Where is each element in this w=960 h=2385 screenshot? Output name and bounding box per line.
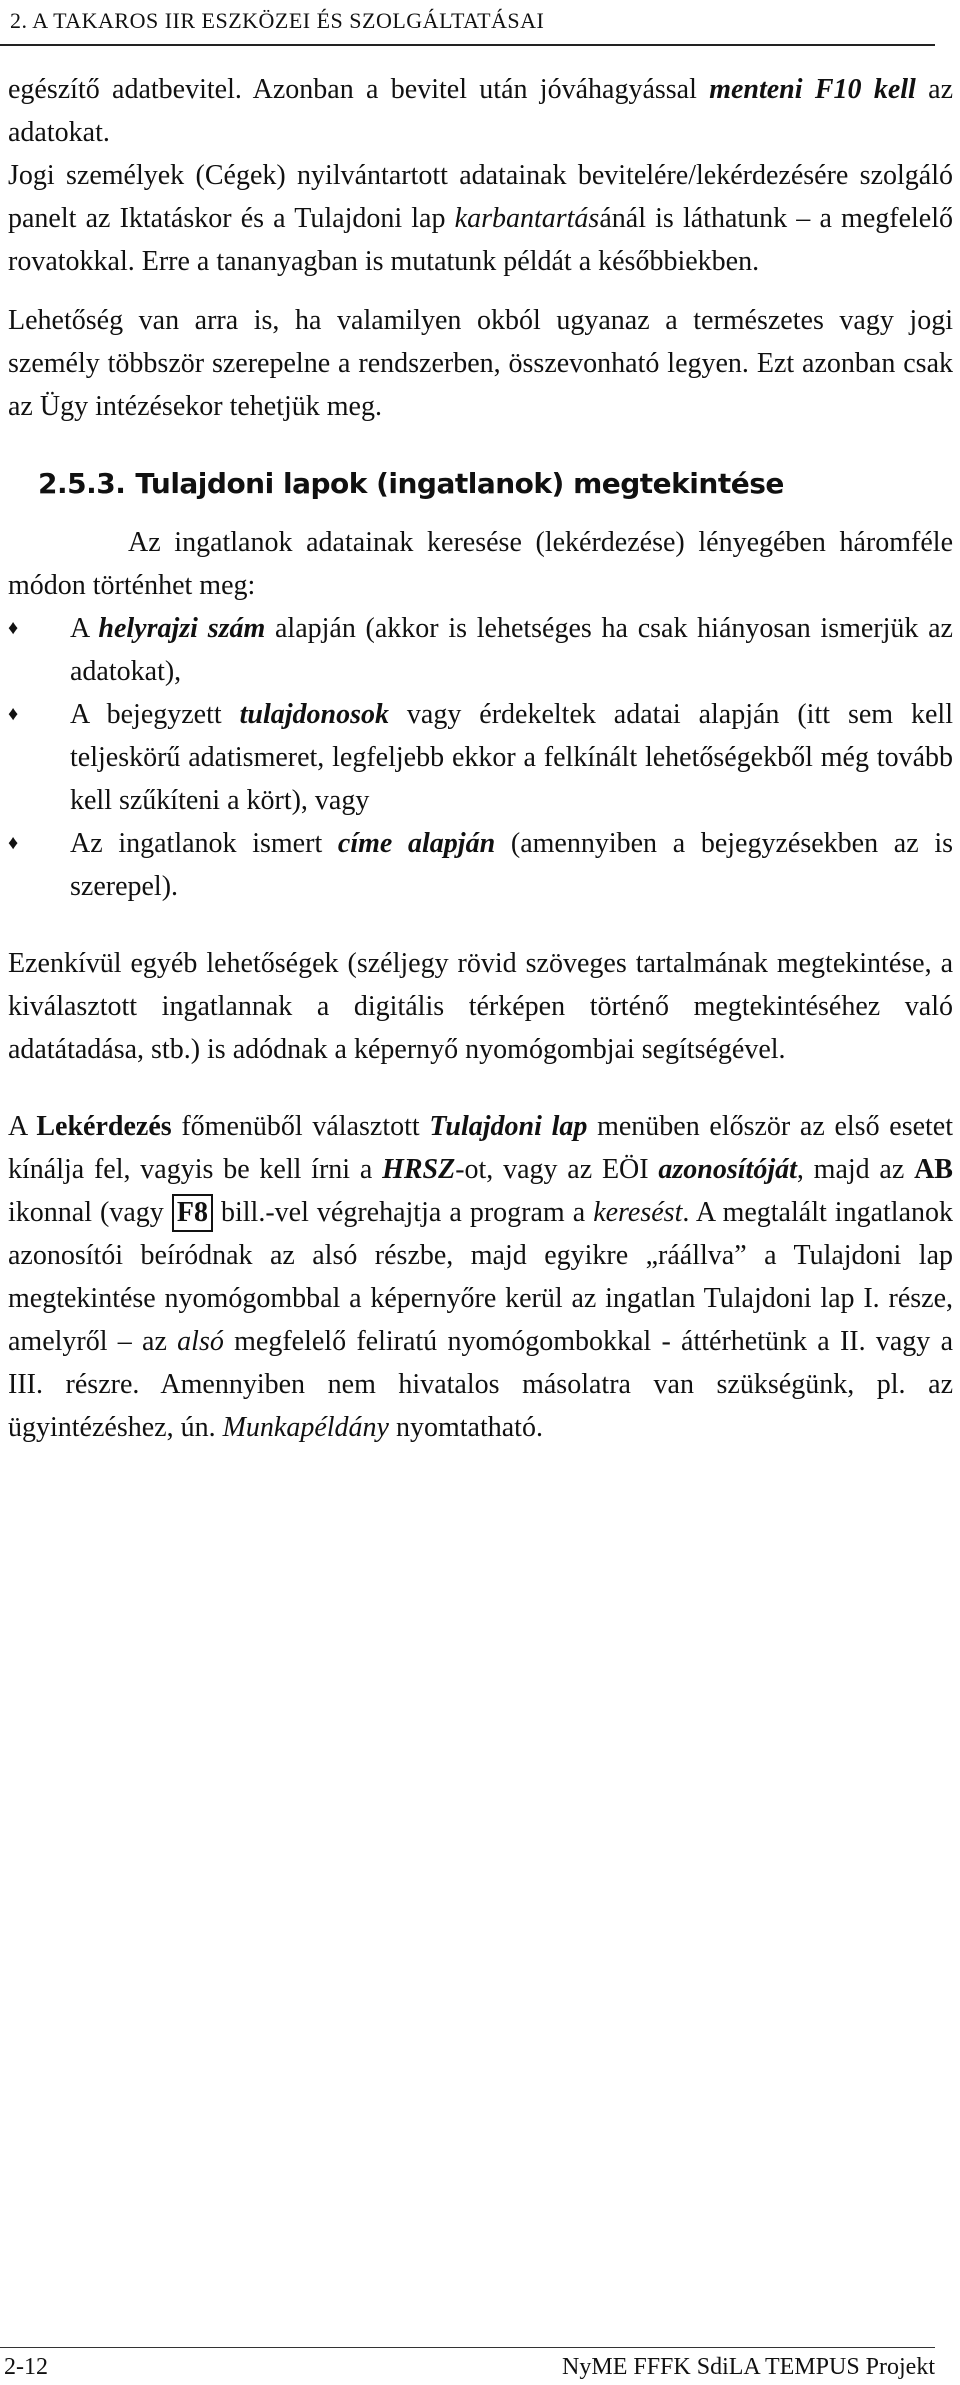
diamond-bullet-icon: ♦ — [8, 617, 19, 639]
emphasis-term: helyrajzi szám — [98, 613, 266, 644]
emphasis-maintenance: karbantartás — [454, 203, 600, 234]
text-run: vagy érdekeltek adatai alapján (itt sem kell teljeskörű adatismeret, legfeljebb ekkor a felkínált lehetőségekből még tovább kell szűkíteni a kört), vagy — [70, 699, 953, 816]
text-run: -ot, vagy az EÖI — [455, 1154, 659, 1185]
section-number: 2.5.3. — [38, 467, 126, 500]
text-run: A — [70, 613, 99, 644]
emphasis-save-f10: menteni F10 kell — [709, 74, 916, 105]
menu-term-tulajdoni-lap: Tulajdoni lap — [429, 1111, 588, 1142]
page-footer — [0, 2347, 935, 2380]
emphasis-term: tulajdonosok — [239, 699, 389, 730]
emphasis-hrsz: HRSZ — [382, 1154, 456, 1185]
footer-project-name: NyME FFFK SdiLA TEMPUS Projekt — [562, 2354, 935, 2380]
paragraph-other-options: Ezenkívül egyéb lehetőségek (széljegy rövid szöveges tartalmának megtekintése, a kiválasztott ingatlannak a digitális térképen történő megtekintéséhez való adatátadása, stb.) is adódnak a képernyő nyomógombjai segítségével. — [8, 948, 953, 1065]
menu-term-lekerdezes: Lekérdezés — [36, 1111, 172, 1142]
text-run: ánál is láthatunk – a megfelelő rovatokkal. Erre a tananyagban is mutatunk példát a későbbiekben. — [8, 203, 953, 277]
paragraph-legal-persons — [8, 154, 953, 283]
text-run: menüben először az első esetet kínálja fel, vagyis be kell írni a — [8, 1111, 954, 1185]
text-run: A bejegyzett — [70, 699, 240, 730]
emphasis-search: keresést — [593, 1197, 683, 1228]
paragraph-query-menu — [8, 1105, 953, 1449]
search-method-list — [8, 607, 953, 908]
list-item — [8, 607, 953, 693]
diamond-bullet-icon: ♦ — [8, 832, 19, 854]
icon-term-ab: AB — [914, 1154, 953, 1185]
page-number: 2-12 — [4, 2354, 48, 2380]
paragraph-intro — [8, 68, 953, 154]
running-header-title: 2. A TAKAROS IIR ESZKÖZEI ÉS SZOLGÁLTATÁSAI — [10, 8, 545, 33]
text-run: , majd az — [796, 1154, 915, 1185]
emphasis-lower: alsó — [177, 1326, 224, 1357]
text-run: ikonnal (vagy — [8, 1197, 172, 1228]
page-header — [0, 0, 935, 46]
text-run: Az ingatlanok ismert — [70, 828, 338, 859]
diamond-bullet-icon: ♦ — [8, 703, 19, 725]
section-heading — [8, 462, 953, 505]
text-run: főmenüből választott — [171, 1111, 430, 1142]
text-run: A — [8, 1111, 37, 1142]
text-run: megfelelő feliratú nyomógombokkal - áttérhetünk a II. vagy a III. részre. Amennyiben nem hivatalos másolatra van szükségünk, pl. az ügyintézéshez, ún. — [8, 1326, 953, 1443]
emphasis-identifier: azonosítóját — [658, 1154, 797, 1185]
section-title: Tulajdoni lapok (ingatlanok) megtekintése — [135, 467, 784, 500]
f8-key-box: F8 — [172, 1194, 213, 1232]
list-item — [8, 822, 953, 908]
text-run: bill.-vel végrehajtja a program a — [212, 1197, 594, 1228]
paragraph-search-intro: Az ingatlanok adatainak keresése (lekérdezése) lényegében háromféle módon történhet meg: — [8, 527, 953, 601]
text-run: Jogi személyek (Cégek) nyilvántartott adatainak bevitelére/lekérdezésére szolgáló panelt az Iktatáskor és a Tulajdoni lap — [8, 160, 953, 234]
paragraph-merge: Lehetőség van arra is, ha valamilyen okból ugyanaz a természetes vagy jogi személy többször szerepelne a rendszerben, összevonható legyen. Ezt azonban csak az Ügy intézésekor tehetjük meg. — [8, 305, 953, 422]
emphasis-term: címe alapján — [337, 828, 496, 859]
text-run: egészítő adatbevitel. Azonban a bevitel után jóváhagyással — [8, 74, 710, 105]
page-body — [8, 68, 953, 1449]
text-run: alapján (akkor is lehetséges ha csak hiányosan ismerjük az adatokat), — [70, 613, 953, 687]
text-run: nyomtatható. — [388, 1412, 543, 1443]
text-run: az adatokat. — [8, 74, 953, 148]
emphasis-work-copy: Munkapéldány — [222, 1412, 389, 1443]
text-run: . A megtalált ingatlanok azonosítói beíródnak az alsó részbe, majd egyikre „ráállva” a Tulajdoni lap megtekintése nyomógombbal a képernyőre kerül az ingatlan Tulajdoni lap I. része, amelyről – az — [8, 1197, 953, 1357]
text-run: (amennyiben a bejegyzésekben az is szerepel). — [70, 828, 954, 902]
list-item — [8, 693, 953, 822]
